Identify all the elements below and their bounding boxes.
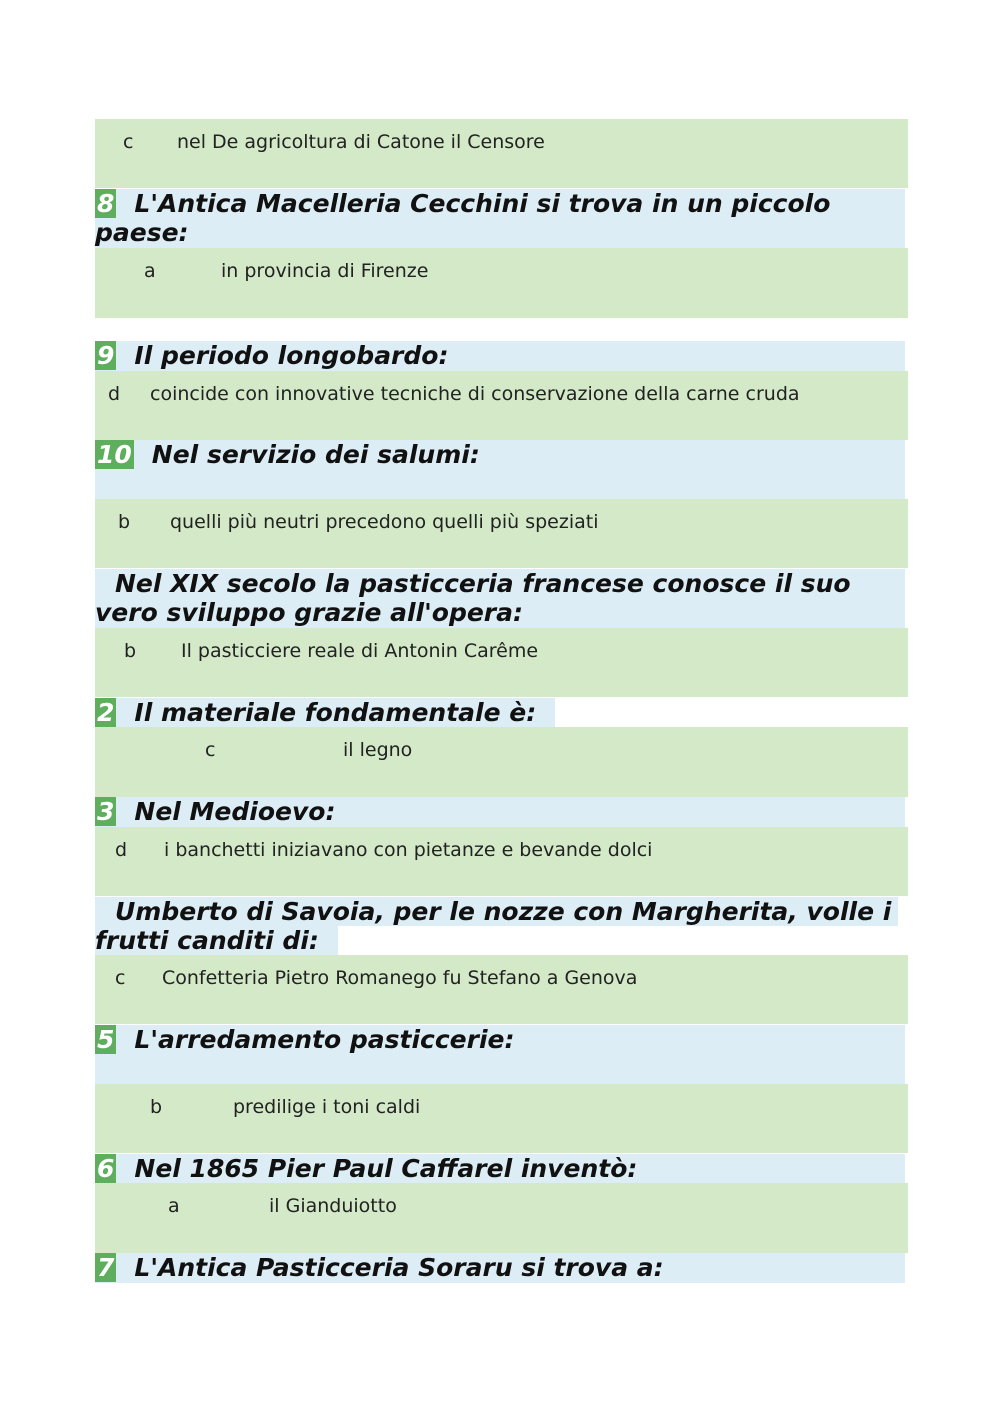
answer-block xyxy=(95,1183,908,1253)
answer-block xyxy=(95,371,908,440)
question-text: L'Antica Macelleria Cecchini si trova in un piccolo paese: xyxy=(95,189,831,247)
answer-text: in provincia di Firenze xyxy=(221,260,429,282)
answer-letter: c xyxy=(115,967,126,989)
question-block xyxy=(95,341,905,371)
answer-block xyxy=(95,827,908,896)
answer-block xyxy=(95,499,908,568)
answer-letter: b xyxy=(118,511,131,533)
question-number: 7 xyxy=(97,1253,115,1282)
question-block xyxy=(95,1154,905,1183)
answer-letter: a xyxy=(144,260,156,282)
answer-letter: a xyxy=(168,1195,180,1217)
question-text: L'arredamento pasticcerie: xyxy=(134,1025,515,1054)
question-block xyxy=(95,897,905,955)
answer-letter: d xyxy=(115,839,128,861)
question-block xyxy=(95,698,555,727)
answer-text: Il pasticciere reale di Antonin Carême xyxy=(181,640,539,662)
question-text: Umberto di Savoia, per le nozze con Margherita, volle i frutti canditi di: xyxy=(95,897,892,955)
answer-text: Confetteria Pietro Romanego fu Stefano a Genova xyxy=(162,967,638,989)
answer-letter: c xyxy=(205,739,216,761)
question-text: Il periodo longobardo: xyxy=(134,341,449,370)
question-text: Nel servizio dei salumi: xyxy=(151,440,480,469)
answer-text: coincide con innovative tecniche di conservazione della carne cruda xyxy=(150,383,800,405)
question-number: 3 xyxy=(97,797,115,826)
question-number: 8 xyxy=(97,189,115,218)
question-text: Nel 1865 Pier Paul Caffarel inventò: xyxy=(134,1154,638,1183)
question-text: Nel XIX secolo la pasticceria francese conosce il suo vero sviluppo grazie all'opera: xyxy=(95,569,851,627)
answer-text: i banchetti iniziavano con pietanze e bevande dolci xyxy=(164,839,653,861)
answer-block xyxy=(95,119,908,188)
question-number: 10 xyxy=(97,440,132,469)
question-number: 6 xyxy=(97,1154,115,1183)
question-number: 2 xyxy=(97,698,115,727)
question-number: 5 xyxy=(97,1025,115,1054)
answer-text: il legno xyxy=(343,739,413,761)
answer-letter: d xyxy=(108,383,121,405)
question-block xyxy=(95,1253,905,1283)
answer-text: quelli più neutri precedono quelli più speziati xyxy=(170,511,599,533)
question-text: Nel Medioevo: xyxy=(134,797,336,826)
question-block xyxy=(95,189,905,248)
question-block xyxy=(95,440,905,499)
answer-block xyxy=(95,1084,908,1153)
answer-letter: c xyxy=(123,131,134,153)
question-text: L'Antica Pasticceria Soraru si trova a: xyxy=(134,1253,664,1282)
answer-block xyxy=(95,248,908,318)
answer-letter: b xyxy=(150,1096,163,1118)
answer-block xyxy=(95,955,908,1024)
answer-block xyxy=(95,628,908,697)
answer-text: predilige i toni caldi xyxy=(233,1096,421,1118)
question-block xyxy=(95,1025,905,1084)
question-number: 9 xyxy=(97,341,115,370)
answer-text: nel De agricoltura di Catone il Censore xyxy=(177,131,545,153)
answer-text: il Gianduiotto xyxy=(269,1195,397,1217)
question-block xyxy=(95,569,905,628)
question-text: Il materiale fondamentale è: xyxy=(134,698,537,727)
answer-letter: b xyxy=(124,640,137,662)
question-block xyxy=(95,797,905,827)
answer-block xyxy=(95,727,908,797)
